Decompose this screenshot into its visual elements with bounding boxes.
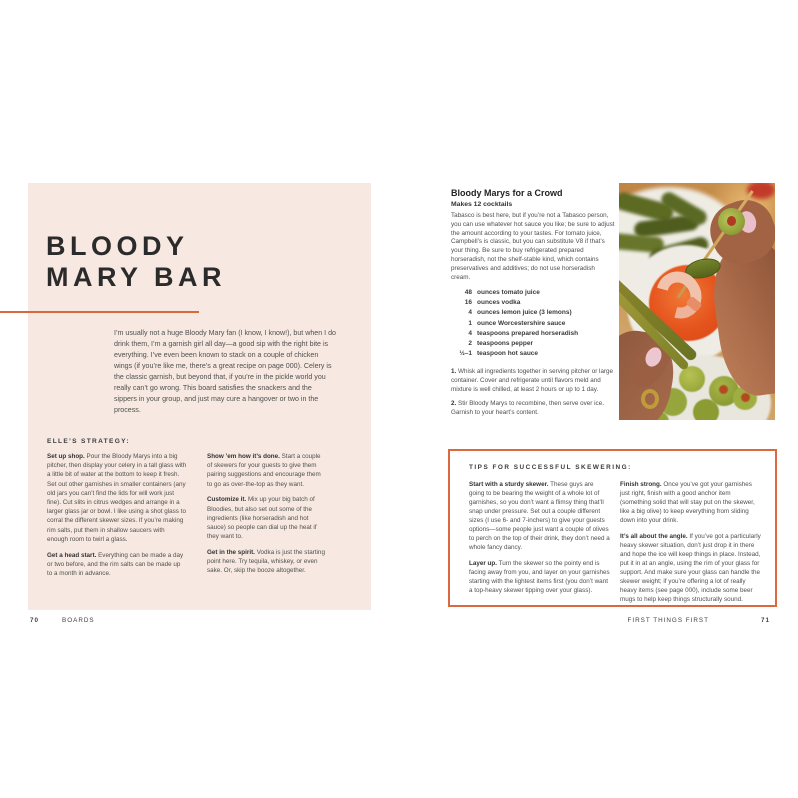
ingredient-row <box>451 329 615 339</box>
recipe-step <box>451 400 615 418</box>
ingredient-row <box>451 349 615 359</box>
strategy-lead: Customize it. <box>207 496 247 504</box>
tip-lead: Start with a sturdy skewer. <box>469 481 549 488</box>
strategy-text: Everything can be made a day or two before, and the rim salts can be made up to a month in advance. <box>47 551 184 577</box>
chapter-title-line1: BLOODY <box>46 231 189 261</box>
tips-column-1 <box>469 480 610 601</box>
tip-text: Turn the skewer so the pointy end is facing away from you, and layer on your garnishes starting with the lightest items first (you don’t want a top-heavy skewer tipping over your glass). <box>469 559 610 594</box>
strategy-lead: Set up shop. <box>47 453 85 460</box>
photo-pimento <box>741 393 750 402</box>
ingredient-list <box>451 288 615 359</box>
tip-text: If you’ve got a particularly heavy skewer situation, don’t just drop it in there and hope the ice will keep things in place. Instead, put it in at an angle, using the rim of your glass for support. And make sure your glass can handle the skewer weight; if you’re offering a lot of really heavy items (see page 000), include some beer mugs to help keep things structurally sound. <box>620 532 761 603</box>
strategy-lead: Get a head start. <box>47 551 97 559</box>
left-page-footer <box>30 617 95 624</box>
ingredient-qty: 2 <box>468 340 472 348</box>
photo-pimento <box>719 385 728 394</box>
recipe-steps <box>451 368 615 424</box>
photo-gold-ring <box>641 389 659 409</box>
tip-paragraph <box>469 480 610 552</box>
ingredient-item: teaspoon hot sauce <box>477 350 539 358</box>
ingredient-row <box>451 288 615 298</box>
ingredient-item: ounces lemon juice (3 lemons) <box>477 309 572 317</box>
strategy-paragraph <box>207 495 327 541</box>
step-number: 1. <box>451 368 457 375</box>
ingredient-item: teaspoons pepper <box>477 340 533 348</box>
ingredient-row <box>451 308 615 318</box>
strategy-heading: ELLE’S STRATEGY: <box>47 438 130 445</box>
recipe-yield: Makes 12 cocktails <box>451 201 513 208</box>
left-section-label: BOARDS <box>62 617 95 624</box>
ingredient-row <box>451 339 615 349</box>
step-number: 2. <box>451 400 457 408</box>
tip-lead: Finish strong. <box>620 481 662 488</box>
strategy-text: Mix up your big batch of Bloodies, but also set out some of the ingredients (like horseradish and hot sauce) so people can dial up the heat if they want to. <box>207 496 317 541</box>
strategy-paragraph <box>47 452 187 544</box>
tip-paragraph <box>620 532 762 604</box>
strategy-paragraph <box>207 548 327 576</box>
strategy-lead: Show ’em how it’s done. <box>207 453 280 460</box>
strategy-paragraph <box>47 551 187 579</box>
recipe-intro: Tabasco is best here, but if you’re not a Tabasco person, you can use whatever hot sauce you like; be sure to adjust the amount according to your tastes. For tomato juice, Campbell’s is classic, but you can substitute V8 if that’s your thing. Be sure to buy refrigerated prepared horseradish, not the shelf-stable kind, which contains preservatives and additives; do not use horseradish cream. <box>451 212 615 281</box>
right-page-footer <box>628 617 770 624</box>
strategy-column-2 <box>207 452 327 582</box>
title-accent-rule <box>0 311 199 313</box>
ingredient-row <box>451 319 615 329</box>
tip-text: These guys are going to be bearing the weight of a whole lot of garnishes, so you don’t want a flimsy thing that’ll snap under pressure. Set out a couple different sizes (I use 6- and 7-inchers) to give your guests options—some people just want a couple of olives to perch on the top of their drink, they don’t need a whole fancy dancy. <box>469 481 610 551</box>
photo-olive <box>679 366 705 392</box>
tip-lead: Layer up. <box>469 559 497 567</box>
right-section-label: FIRST THINGS FIRST <box>627 617 709 624</box>
strategy-text: Start a couple of skewers for your guests to give them pairing suggestions and encourage them to go as over-the-top as they want. <box>207 453 321 488</box>
strategy-text: Pour the Bloody Marys into a big pitcher, then display your celery in a tall glass with a little bit of water at the bottom to keep it fresh. Set out other garnishes in smaller containers (any old jars you can’t find the lids for will work just fine). Cut slits in citrus wedges and arrange in a larger glass jar or bowl. I like using a shot glass to corral the different skewer sizes. If you’re making rim salts, put them in shallow saucers with enough room to twirl a glass. <box>47 453 187 543</box>
chapter-title <box>46 231 226 293</box>
ingredient-row <box>451 298 615 308</box>
tips-box <box>448 449 777 607</box>
garnish-skewer-photo <box>619 183 775 420</box>
recipe-step <box>451 368 615 394</box>
step-text: Stir Bloody Marys to recombine, then serve over ice. Garnish to your heart’s content. <box>451 400 604 417</box>
chapter-intro: I’m usually not a huge Bloody Mary fan (I know, I know!), but when I do drink them, I’m a garnish girl all day—a good sip with the right bite is everything. I’ve even been known to stack on a couple of chicken wings (if you’re like me, there’s a great recipe on page 000). Celery is the classic garnish, but beyond that, if you’re in the pickle world you really can’t go wrong. This board satisfies the snackers and the sippers in your group, and just may cure a hangover or two in the process. <box>114 329 336 414</box>
strategy-paragraph <box>207 452 327 489</box>
ingredient-qty: 4 <box>468 309 472 317</box>
right-page-number: 71 <box>760 617 770 624</box>
ingredient-item: teaspoons prepared horseradish <box>477 329 579 337</box>
tip-paragraph <box>469 559 610 595</box>
tips-column-2 <box>620 480 762 610</box>
tips-heading: TIPS FOR SUCCESSFUL SKEWERING: <box>469 464 632 471</box>
ingredient-item: ounce Worcestershire sauce <box>477 319 566 327</box>
step-text: Whisk all ingredients together in serving pitcher or large container. Cover and refrigerate until flavors meld and mixture is well chilled, at least 2 hours or up to 1 day. <box>451 368 614 393</box>
ingredient-qty: 16 <box>464 299 472 307</box>
strategy-column-1 <box>47 452 187 585</box>
tip-text: Once you’ve got your garnishes just right, finish with a good anchor item (something solid that will stay put on the skewer, like a big olive) to keep everything from sliding down into your drink. <box>620 481 755 524</box>
tip-paragraph <box>620 480 762 525</box>
ingredient-item: ounces vodka <box>477 299 521 307</box>
ingredient-qty: 48 <box>464 289 472 296</box>
ingredient-qty: 4 <box>468 329 472 337</box>
photo-skewered-olive-pimento <box>727 216 736 226</box>
strategy-text: Vodka is just the starting point here. Try tequila, whiskey, or even sake. Or, skip the booze altogether. <box>207 548 325 575</box>
recipe-title: Bloody Marys for a Crowd <box>451 188 563 198</box>
ingredient-qty: 1 <box>468 319 472 327</box>
ingredient-qty: ½–1 <box>459 350 472 358</box>
ingredient-item: ounces tomato juice <box>477 289 540 296</box>
strategy-lead: Get in the spirit. <box>207 548 255 556</box>
photo-olive <box>693 399 719 420</box>
chapter-title-line2: MARY BAR <box>46 262 227 292</box>
left-page-number: 70 <box>30 617 40 624</box>
tip-lead: It’s all about the angle. <box>620 532 688 540</box>
